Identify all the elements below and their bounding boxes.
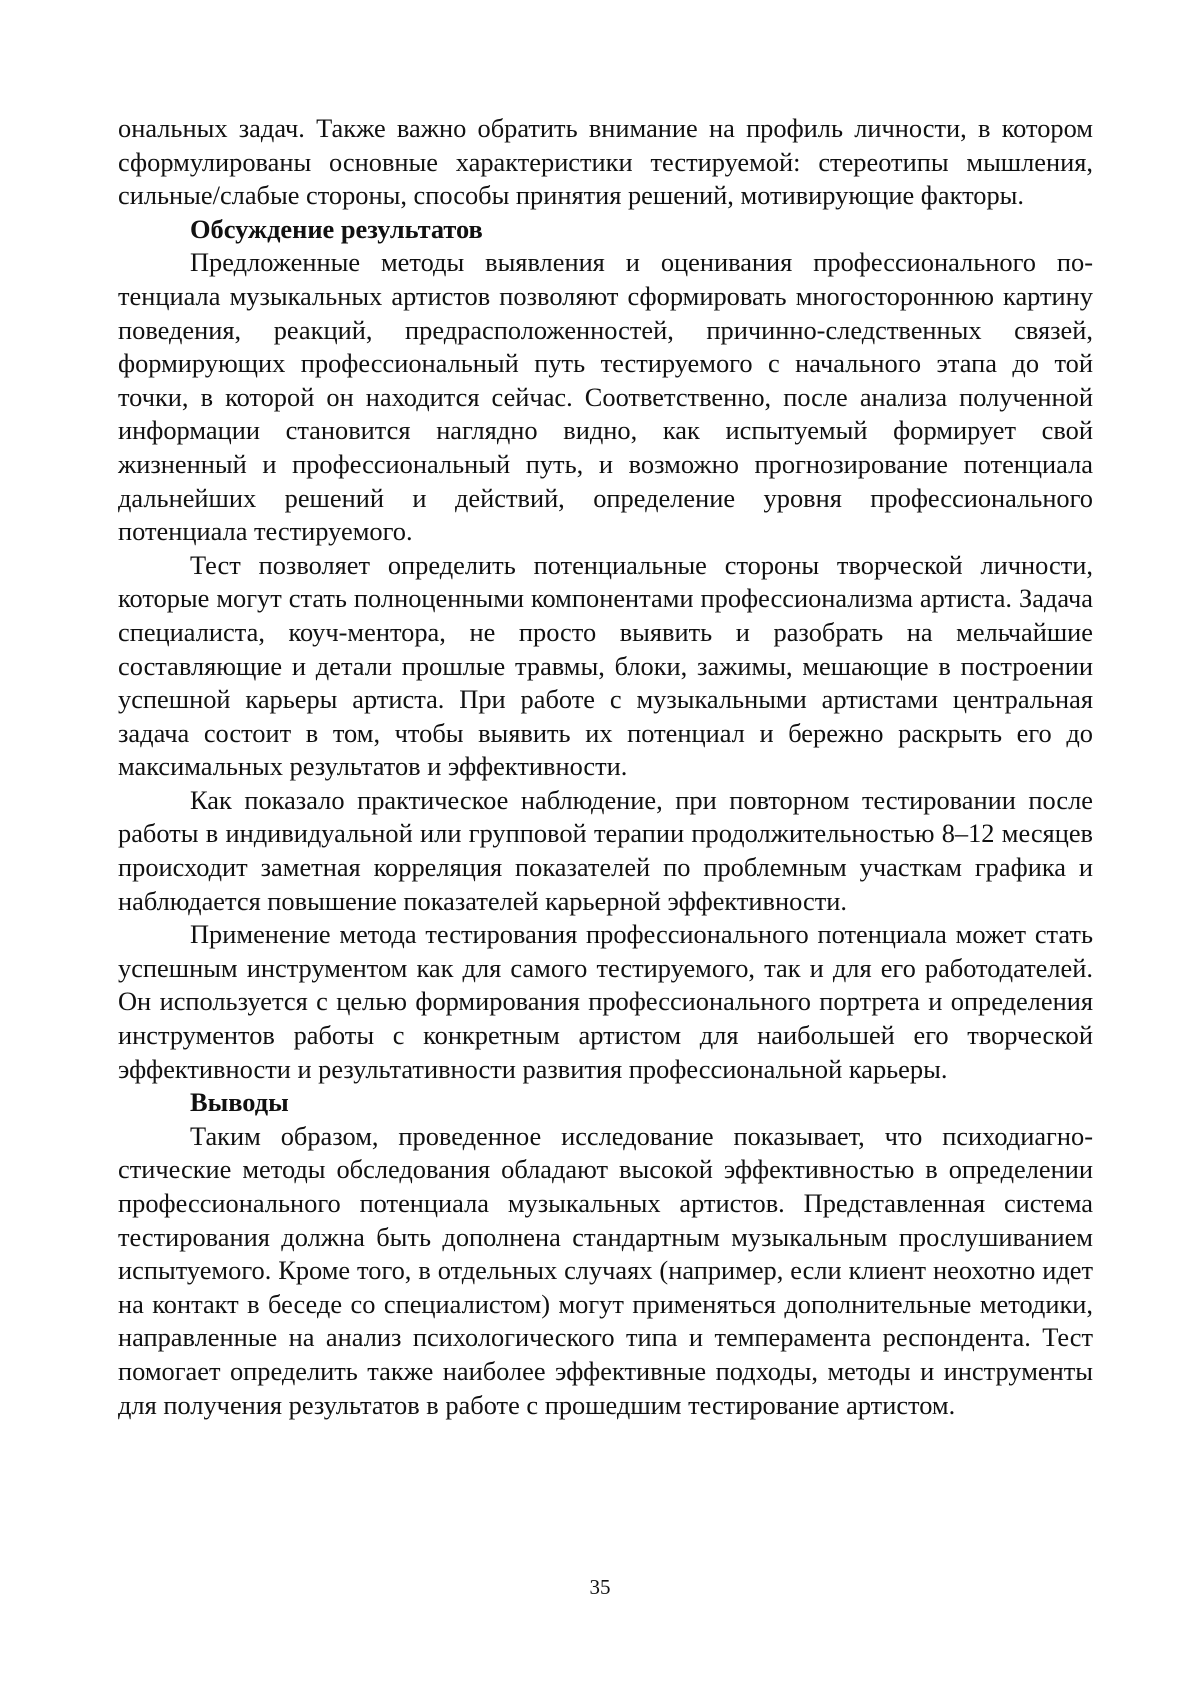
paragraph-discussion-2: Тест позволяет определить потенциальные стороны творческой личности, которые могут стать полноценными компонентами профессионализма артиста. Задача специалиста, коуч-ментора, не просто выявить и разобрать на мельчайшие составляющие и детали прошлые травмы, блоки, зажимы, мешающие в построении успешной карьеры артиста. При работе с музыкальными артистами центральная задача состоит в том, чтобы выявить их потенциал и бережно раскрыть его до максимальных результатов и эффективности. (118, 549, 1093, 782)
paragraph-discussion-4: Применение метода тестирования профессионального потенциала может стать успешным инструментом как для самого тестируемого, так и для его работодателей. Он используется с целью формирования профессионального портрета и определения инструментов работы с конкретным артистом для наибольшей его творческой эффективности и результативности развития профессиональной карьеры. (118, 919, 1093, 1084)
paragraph-conclusions-1: Таким образом, проведенное исследование показывает, что психодиагностические методы обследования обладают высокой эффективностью в определении профессионального потенциала музыкальных артистов. Представленная система тестирования должна быть дополнена стандартным музыкальным прослушиванием испытуемого. Кроме того, в отдельных случаях (например, если клиент неохотно идет на контакт в беседе со специалистом) могут применяться дополнительные методики, направленные на анализ психологического типа и темперамента респондента. Тест помогает определить также наиболее эффективные подходы, методы и инструменты для получения результатов в работе с прошедшим тестирование артистом. (118, 1120, 1093, 1420)
section-heading-discussion: Обсуждение результатов (190, 213, 483, 244)
paragraph-discussion-1: Предложенные методы выявления и оценивания профессионального потенциала музыкальных артистов позволяют сформировать многостороннюю картину поведения, реакций, предрасположенностей, причинно-следственных связей, формирующих профессиональный путь тестируемого с начального этапа до той точки, в которой он находится сейчас. Соответственно, после анализа полученной информации становится наглядно видно, как испытуемый формирует свой жизненный и профессиональный путь, и возможно прогнозирование потенциала дальнейших решений и действий, определение уровня профессионального потенциала тестируемого. (118, 247, 1093, 547)
document-page (118, 112, 1093, 1422)
page-number: 35 (589, 1575, 611, 1599)
paragraph-discussion-3: Как показало практическое наблюдение, при повторном тестировании после работы в индивидуальной или групповой терапии продолжительностью 8–12 месяцев происходит заметная корреляция показателей по проблемным участкам графика и наблюдается повышение показателей карьерной эффективности. (118, 784, 1093, 916)
paragraph-intro-continuation: ональных задач. Также важно обратить внимание на профиль личности, в котором сформулированы основные характеристики тестируемой: стереотипы мышления, сильные/слабые стороны, способы принятия решений, мотивирующие факторы. (118, 113, 1093, 211)
section-heading-conclusions: Выводы (190, 1087, 289, 1118)
